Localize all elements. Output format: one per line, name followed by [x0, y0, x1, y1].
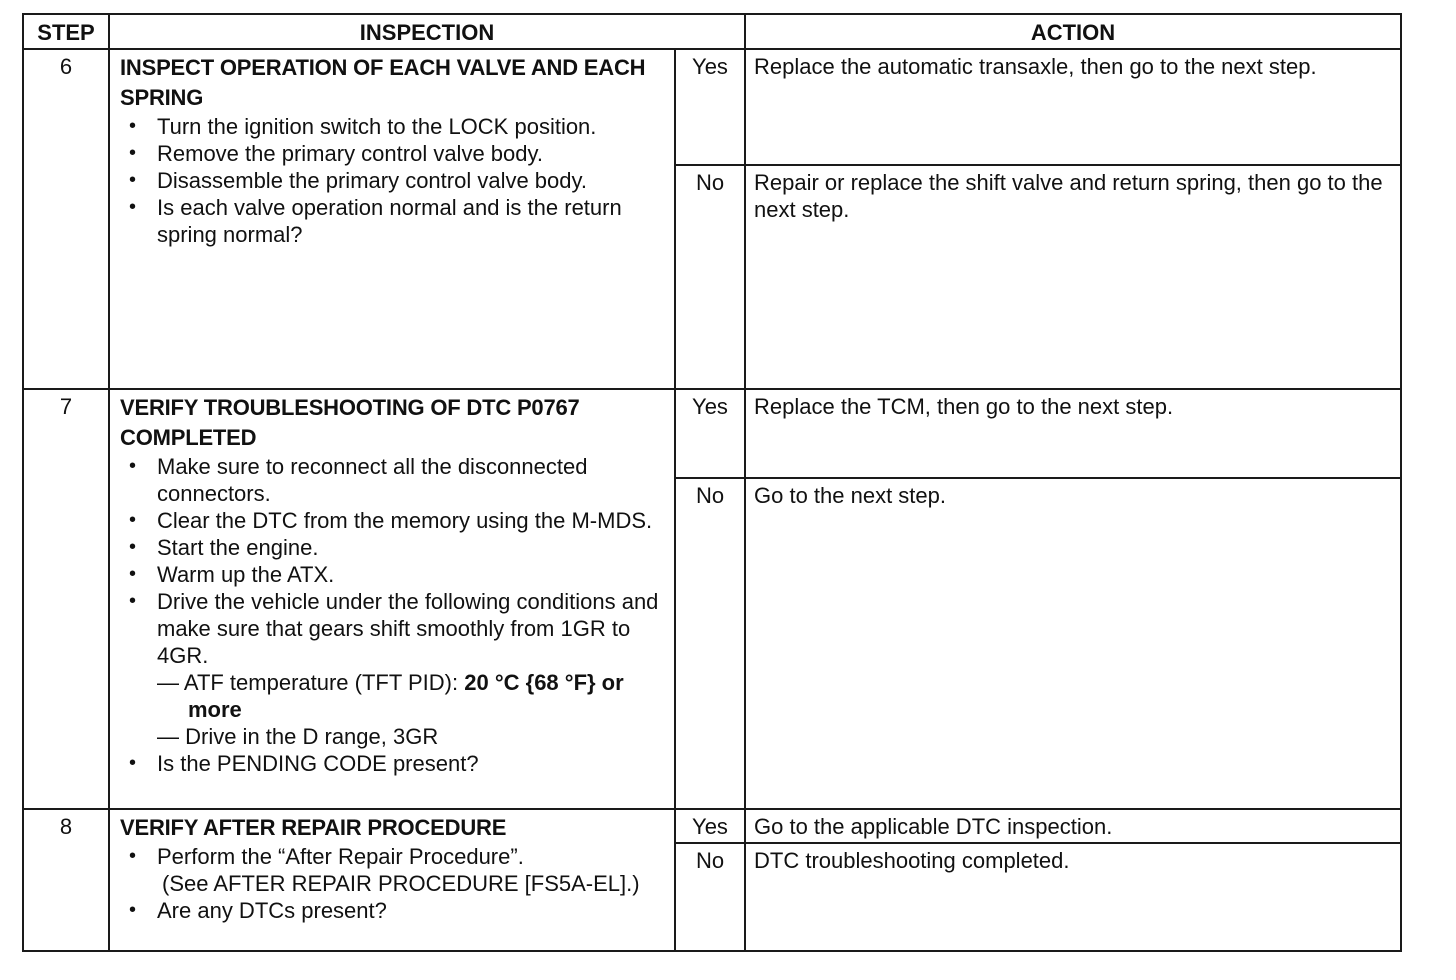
- step-8-no-label: No: [675, 843, 745, 951]
- step-7-no-label: No: [675, 478, 745, 809]
- step-6-yes-label: Yes: [675, 49, 745, 165]
- step-6-yes-action: Replace the automatic transaxle, then go to the next step.: [745, 49, 1401, 165]
- step-7-yes-label: Yes: [675, 389, 745, 478]
- step-6-number: 6: [23, 49, 109, 389]
- step-7-bullet: • Make sure to reconnect all the disconnected connectors.: [120, 453, 664, 507]
- step-7-yes-row: [23, 389, 1401, 478]
- step-7-drive-conditions-bullet: [120, 588, 664, 750]
- step-8-perform-text: Perform the “After Repair Procedure”.: [157, 844, 524, 869]
- step-7-temp-prefix: — ATF temperature (TFT PID):: [157, 670, 465, 695]
- step-6-bullet: • Disassemble the primary control valve body.: [120, 167, 664, 194]
- step-6-bullet: • Is each valve operation normal and is the return spring normal?: [120, 194, 664, 248]
- step-6-title: INSPECT OPERATION OF EACH VALVE AND EACH SPRING: [120, 55, 646, 110]
- header-inspection: INSPECTION: [109, 14, 745, 49]
- step-7-condition-list: [157, 669, 664, 750]
- step-6-inspection: [109, 49, 675, 389]
- step-6-bullet-list: [120, 113, 664, 248]
- step-7-temp-condition: [157, 669, 664, 723]
- step-7-inspection: [109, 389, 675, 809]
- step-8-yes-label: Yes: [675, 809, 745, 843]
- step-7-bullet-list: [120, 453, 664, 777]
- step-8-yes-row: [23, 809, 1401, 843]
- step-7-drive-conditions-text: Drive the vehicle under the following conditions and make sure that gears shift smoothly from 1GR to 4GR.: [157, 589, 659, 668]
- step-7-title: VERIFY TROUBLESHOOTING OF DTC P0767 COMPLETED: [120, 395, 580, 450]
- step-8-yes-action: Go to the applicable DTC inspection.: [745, 809, 1401, 843]
- step-7-no-action: Go to the next step.: [745, 478, 1401, 809]
- step-8-title: VERIFY AFTER REPAIR PROCEDURE: [120, 815, 507, 840]
- step-8-inspection: [109, 809, 675, 951]
- step-8-bullet: • Are any DTCs present?: [120, 897, 664, 924]
- step-7-bullet: • Is the PENDING CODE present?: [120, 750, 664, 777]
- step-7-temp-value: 20 °C {68 °F} or more: [188, 670, 624, 722]
- step-8-bullet-list: [120, 843, 664, 924]
- troubleshooting-table: [22, 13, 1402, 952]
- step-7-range-condition: — Drive in the D range, 3GR: [157, 724, 439, 749]
- step-8-see-note: (See AFTER REPAIR PROCEDURE [FS5A-EL].): [162, 871, 640, 896]
- step-8-no-action: DTC troubleshooting completed.: [745, 843, 1401, 951]
- step-6-bullet: • Turn the ignition switch to the LOCK position.: [120, 113, 664, 140]
- step-6-no-label: No: [675, 165, 745, 389]
- step-8-perform-bullet: [120, 843, 664, 897]
- step-7-bullet: • Warm up the ATX.: [120, 561, 664, 588]
- step-7-bullet: • Clear the DTC from the memory using the M-MDS.: [120, 507, 664, 534]
- header-action: ACTION: [745, 14, 1401, 49]
- step-6-bullet: • Remove the primary control valve body.: [120, 140, 664, 167]
- header-step: STEP: [23, 14, 109, 49]
- step-7-number: 7: [23, 389, 109, 809]
- step-8-number: 8: [23, 809, 109, 951]
- header-row: [23, 14, 1401, 49]
- step-7-bullet: • Start the engine.: [120, 534, 664, 561]
- step-6-yes-row: [23, 49, 1401, 165]
- step-7-yes-action: Replace the TCM, then go to the next step.: [745, 389, 1401, 478]
- step-6-no-action: Repair or replace the shift valve and return spring, then go to the next step.: [745, 165, 1401, 389]
